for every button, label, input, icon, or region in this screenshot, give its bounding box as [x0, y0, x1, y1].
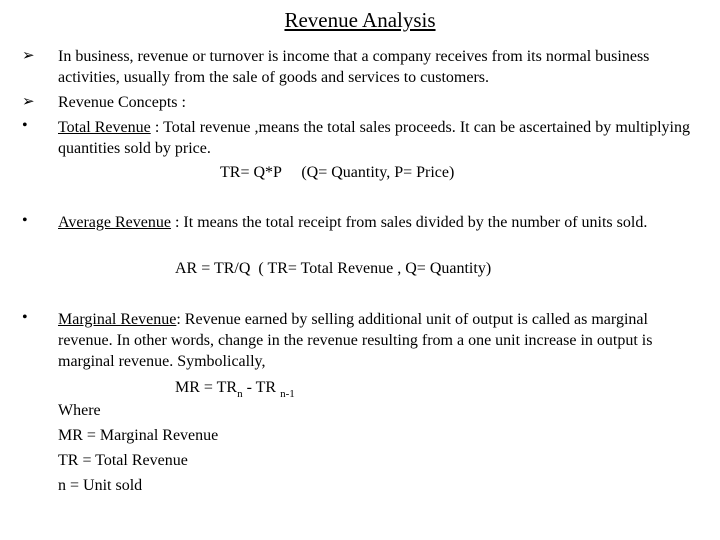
marginal-revenue-paragraph [58, 309, 690, 372]
marginal-revenue-definition: : Revenue earned by selling additional unit of output is called as marginal revenue. In other words, change in the revenue resulting from a one unit increase in output is marginal revenue. Symbolically, [58, 311, 653, 370]
page-title: Revenue Analysis [284, 8, 436, 32]
intro-paragraph: In business, revenue or turnover is income that a company receives from its normal business activities, usually from the sale of goods and services to customers. [58, 48, 650, 86]
dot-bullet-icon: • [22, 117, 28, 134]
formula-subscript-n-minus-1: n-1 [280, 388, 295, 400]
definition-mr: MR = Marginal Revenue [58, 427, 219, 444]
average-revenue-formula: AR = TR/Q ( TR= Total Revenue , Q= Quantity) [175, 260, 492, 277]
dot-bullet-icon: • [22, 212, 28, 229]
formula-mid: - TR [242, 379, 281, 396]
dot-bullet-icon: • [22, 309, 28, 326]
average-revenue-definition: : It means the total receipt from sales divided by the number of units sold. [170, 214, 648, 231]
formula-subscript-n: n [237, 388, 243, 400]
average-revenue-paragraph [58, 212, 690, 233]
total-revenue-definition: : Total revenue ,means the total sales proceeds. It can be ascertained by multiplying quantities sold by price. [58, 119, 690, 157]
total-revenue-paragraph [58, 117, 690, 159]
arrow-bullet-icon: ➢ [22, 46, 35, 64]
total-revenue-term: Total Revenue [58, 119, 151, 136]
total-revenue-formula: TR= Q*P (Q= Quantity, P= Price) [220, 164, 455, 181]
average-revenue-term: Average Revenue [58, 214, 171, 231]
marginal-revenue-term: Marginal Revenue [58, 311, 177, 328]
concepts-heading: Revenue Concepts : [58, 94, 186, 111]
definition-tr: TR = Total Revenue [58, 452, 188, 469]
where-label: Where [58, 402, 101, 419]
definition-n: n = Unit sold [58, 477, 143, 494]
arrow-bullet-icon: ➢ [22, 92, 35, 110]
formula-lhs: MR = TR [175, 379, 238, 396]
marginal-revenue-formula [175, 377, 295, 400]
